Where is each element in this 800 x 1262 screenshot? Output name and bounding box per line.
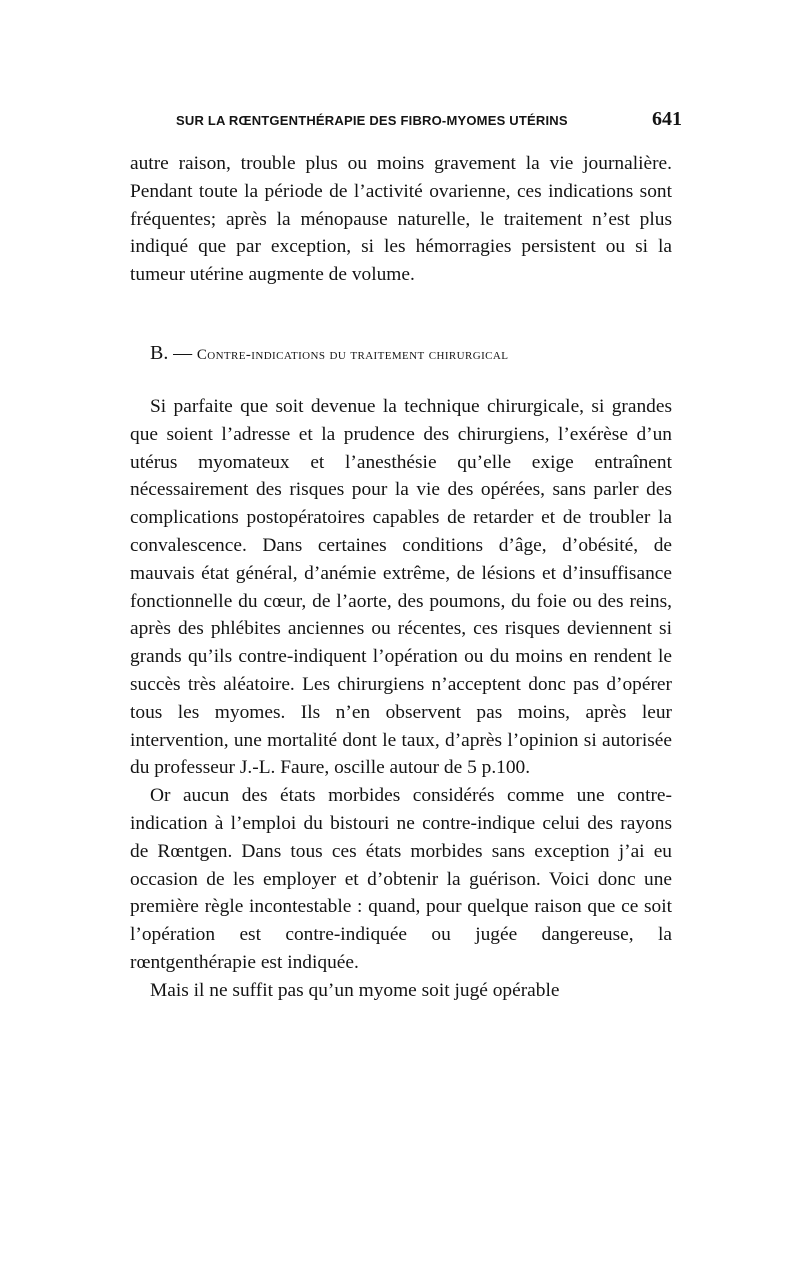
paragraph-continued: autre raison, trouble plus ou moins gravement la vie journalière. Pendant toute la période de l’activité ovarienne, ces indications sont fréquentes; après la ménopause naturelle, le traitement n’est plus indiqué que par exception, si les hémorragies persistent ou si la tumeur utérine augmente de volume.: [130, 153, 672, 286]
paragraph-surgical-risks: Si parfaite que soit devenue la technique chirurgicale, si grandes que soient l’adresse et la prudence des chirurgiens, l’exérèse d’un utérus myomateux et l’anesthésie qu’elle exige entraînent nécessairement des risques pour la vie des opérées, sans parler des complications postopératoires capables de retarder et de troubler la convalescence. Dans certaines conditions d’âge, d’obésité, de mauvais état général, d’anémie extrême, de lésions et d’insuffisance fonctionnelle du cœur, de l’aorte, des poumons, du foie ou des reins, après des phlébites anciennes ou récentes, ces risques deviennent si grands qu’ils contre-indiquent l’opération ou du moins en rendent le succès très aléatoire. Les chirurgiens n’acceptent donc pas d’opérer tous les myomes. Ils n’en observent pas moins, après leur intervention, une mortalité dont le taux, d’après l’opinion si autorisée du professeur J.-L. Faure, oscille autour de 5 p.100.: [130, 396, 672, 779]
paragraph-rontgen-rule: Or aucun des états morbides considérés comme une contre-indication à l’emploi du bistouri ne contre-indique celui des rayons de Rœntgen. Dans tous ces états morbides sans exception j’ai eu occasion de les employer et d’obtenir la guérison. Voici donc une première règle incontestable : quand, pour quelque raison que ce soit l’opération est contre-indiquée ou jugée dangereuse, la rœntgenthérapie est indiquée.: [130, 785, 672, 973]
paragraph-operable-myoma: Mais il ne suffit pas qu’un myome soit jugé opérable: [150, 979, 560, 1001]
body-text-section: [130, 393, 672, 1005]
section-letter: B.: [150, 342, 169, 364]
page-number: 641: [652, 108, 682, 130]
running-header: [176, 108, 682, 132]
section-title: Contre-indications du traitement chirurgical: [196, 347, 509, 363]
section-heading: [150, 342, 670, 365]
running-header-title: SUR LA RŒNTGENTHÉRAPIE DES FIBRO-MYOMES UTÉRINS: [176, 113, 568, 128]
section-dash: —: [173, 343, 193, 364]
body-text-top: [130, 150, 672, 289]
